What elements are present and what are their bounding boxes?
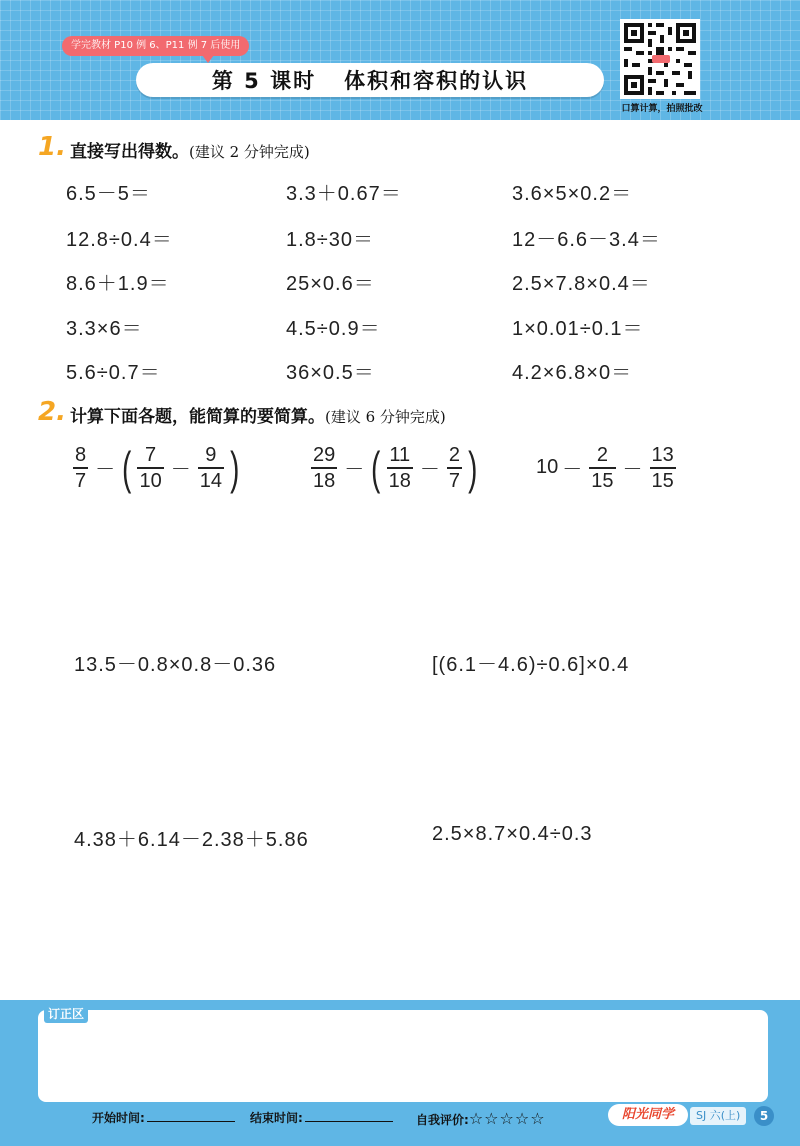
minus-sign: － bbox=[95, 459, 116, 482]
lesson-title: 体积和容积的认识 bbox=[344, 69, 529, 93]
start-time bbox=[92, 1109, 235, 1126]
calc-expression: 4.38＋6.14－2.38＋5.86 bbox=[74, 829, 309, 851]
rating-stars[interactable]: ☆☆☆☆☆ bbox=[468, 1109, 546, 1128]
oral-problem: 25×0.6＝ bbox=[286, 273, 375, 295]
oral-problem: 3.3×6＝ bbox=[66, 318, 143, 340]
fraction bbox=[311, 444, 337, 492]
numerator: 8 bbox=[75, 444, 87, 466]
right-paren: ) bbox=[230, 441, 240, 494]
oral-problem: 12.8÷0.4＝ bbox=[66, 229, 173, 251]
oral-problem: 2.5×7.8×0.4＝ bbox=[512, 273, 651, 295]
section2-number: 2. bbox=[38, 397, 66, 427]
self-evaluation bbox=[416, 1109, 546, 1128]
fraction bbox=[198, 444, 224, 492]
oral-problem: 12－6.6－3.4＝ bbox=[512, 229, 661, 251]
oral-problem: 1.8÷30＝ bbox=[286, 229, 375, 251]
start-time-label: 开始时间: bbox=[92, 1111, 145, 1125]
left-paren: ( bbox=[371, 441, 381, 494]
denominator: 15 bbox=[651, 469, 674, 492]
oral-problem: 36×0.5＝ bbox=[286, 362, 375, 384]
fraction bbox=[447, 444, 462, 492]
start-time-blank[interactable] bbox=[147, 1121, 235, 1122]
lesson-number: 第 5 课时 bbox=[211, 69, 317, 93]
denominator: 7 bbox=[75, 469, 87, 492]
section2-hint: (建议 6 分钟完成) bbox=[325, 408, 446, 426]
denominator: 18 bbox=[388, 469, 411, 492]
numerator: 2 bbox=[448, 444, 460, 466]
right-paren: ) bbox=[468, 441, 478, 494]
end-time bbox=[250, 1109, 393, 1126]
qr-caption: 口算计算，拍照批改 bbox=[621, 104, 703, 114]
oral-problem: 3.3＋0.67＝ bbox=[286, 183, 402, 205]
numerator: 2 bbox=[596, 444, 608, 466]
section2-title bbox=[70, 402, 446, 427]
usage-tag: 学完教材 P10 例 6、P11 例 7 后使用 bbox=[62, 36, 249, 56]
qr-code-icon[interactable] bbox=[620, 19, 700, 99]
section2-title-text: 计算下面各题，能简算的要简算。 bbox=[70, 407, 325, 427]
denominator: 15 bbox=[591, 469, 614, 492]
denominator: 18 bbox=[313, 469, 336, 492]
left-paren: ( bbox=[122, 441, 132, 494]
whole-number: 10 bbox=[536, 456, 559, 479]
page-number: 5 bbox=[754, 1106, 774, 1126]
denominator: 14 bbox=[199, 469, 222, 492]
fraction-expression bbox=[70, 441, 242, 494]
fraction-expression bbox=[308, 441, 480, 494]
grade-label: SJ 六(上) bbox=[690, 1107, 746, 1125]
minus-sign: － bbox=[344, 459, 365, 482]
lesson-title-bar bbox=[136, 63, 604, 97]
brand-logo: 阳光同学 bbox=[608, 1104, 688, 1126]
correction-box[interactable] bbox=[38, 1010, 768, 1102]
calc-expression: [(6.1－4.6)÷0.6]×0.4 bbox=[432, 654, 630, 676]
calc-expression: 2.5×8.7×0.4÷0.3 bbox=[432, 823, 593, 845]
minus-sign: － bbox=[562, 459, 583, 482]
correction-label: 订正区 bbox=[44, 1004, 88, 1023]
fraction bbox=[73, 444, 88, 492]
numerator: 9 bbox=[205, 444, 217, 466]
oral-problem: 5.6÷0.7＝ bbox=[66, 362, 161, 384]
oral-problem: 8.6＋1.9＝ bbox=[66, 273, 170, 295]
calc-expression: 13.5－0.8×0.8－0.36 bbox=[74, 654, 277, 676]
fraction bbox=[137, 444, 163, 492]
fraction-expression bbox=[536, 444, 679, 492]
end-time-label: 结束时间: bbox=[250, 1111, 303, 1125]
oral-problem: 3.6×5×0.2＝ bbox=[512, 183, 633, 205]
oral-problem: 1×0.01÷0.1＝ bbox=[512, 318, 644, 340]
denominator: 7 bbox=[448, 469, 460, 492]
numerator: 29 bbox=[313, 444, 336, 466]
section1-number: 1. bbox=[38, 132, 66, 162]
section1-hint: (建议 2 分钟完成) bbox=[189, 143, 310, 161]
self-eval-label: 自我评价: bbox=[416, 1113, 469, 1127]
denominator: 10 bbox=[139, 469, 162, 492]
numerator: 11 bbox=[389, 444, 411, 466]
fraction bbox=[387, 444, 413, 492]
section1-title-text: 直接写出得数。 bbox=[70, 142, 189, 162]
minus-sign: － bbox=[170, 459, 191, 482]
end-time-blank[interactable] bbox=[305, 1121, 393, 1122]
minus-sign: － bbox=[622, 459, 643, 482]
oral-problem: 4.5÷0.9＝ bbox=[286, 318, 381, 340]
numerator: 7 bbox=[145, 444, 157, 466]
oral-problem: 6.5－5＝ bbox=[66, 183, 151, 205]
section1-title bbox=[70, 137, 310, 162]
numerator: 13 bbox=[651, 444, 674, 466]
fraction bbox=[650, 444, 676, 492]
header-banner bbox=[0, 0, 800, 120]
fraction bbox=[589, 444, 615, 492]
oral-problem: 4.2×6.8×0＝ bbox=[512, 362, 633, 384]
minus-sign: － bbox=[419, 459, 440, 482]
